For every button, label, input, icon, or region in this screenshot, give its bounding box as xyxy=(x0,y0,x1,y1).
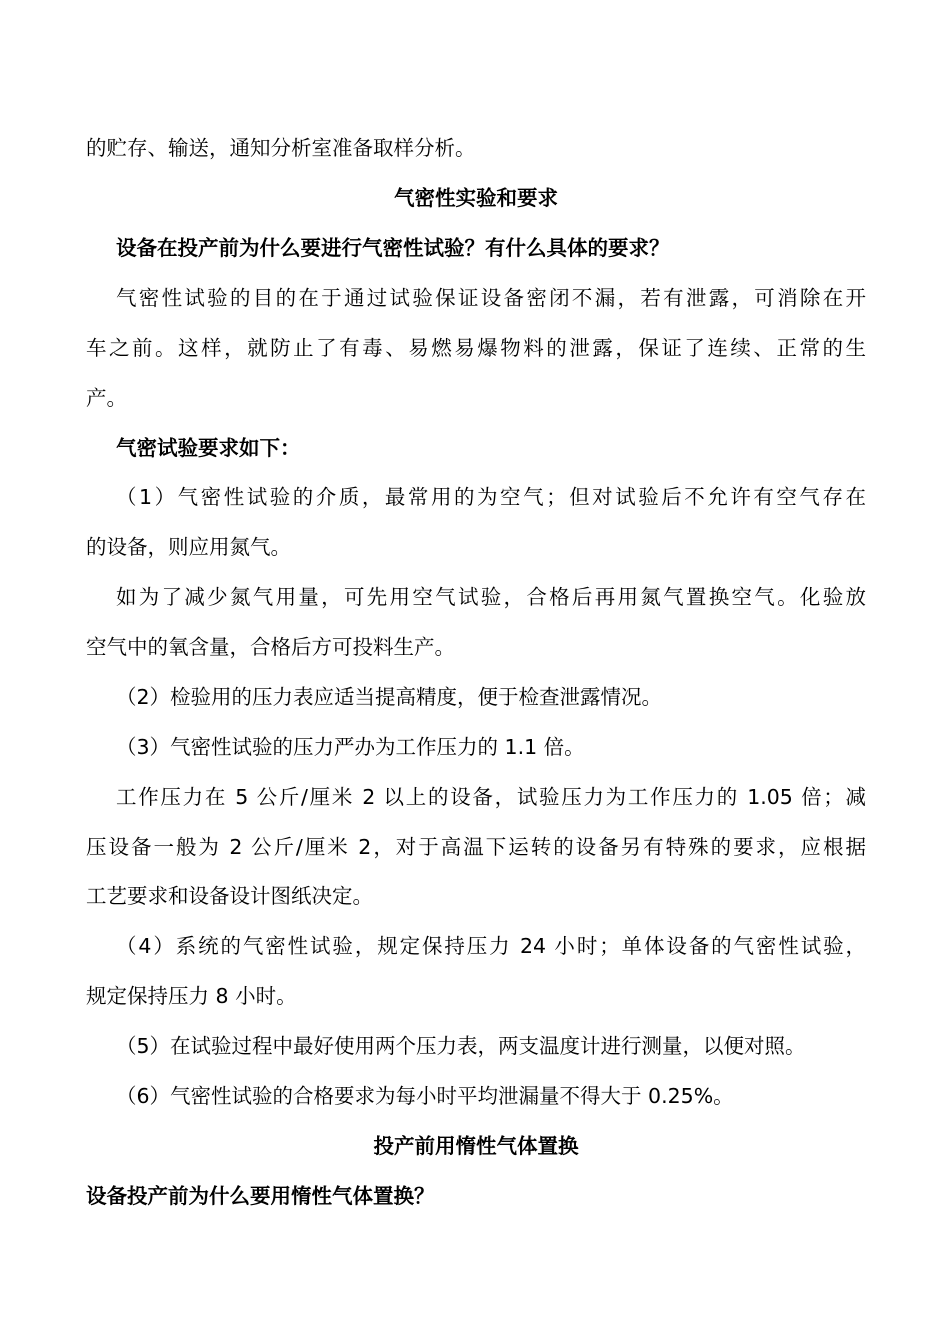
section-heading-inert-gas: 投产前用惰性气体置换 xyxy=(373,1134,579,1158)
nitrogen-note-line-2: 空气中的氧含量，合格后方可投料生产。 xyxy=(86,635,455,659)
pressure-note-line-2: 压设备一般为 2 公斤/厘米 2，对于高温下运转的设备另有特殊的要求，应根据 xyxy=(86,835,866,859)
pressure-note-line-3: 工艺要求和设备设计图纸决定。 xyxy=(86,884,373,908)
requirement-4-line-1: （4）系统的气密性试验，规定保持压力 24 小时；单体设备的气密性试验， xyxy=(116,934,866,958)
requirements-heading: 气密试验要求如下： xyxy=(116,436,301,460)
paragraph-purpose-line-1: 气密性试验的目的在于通过试验保证设备密闭不漏，若有泄露，可消除在开 xyxy=(116,286,866,310)
requirement-1-line-1: （1）气密性试验的介质，最常用的为空气；但对试验后不允许有空气存在 xyxy=(116,485,866,509)
pressure-note-line-1: 工作压力在 5 公斤/厘米 2 以上的设备，试验压力为工作压力的 1.05 倍；减 xyxy=(116,785,866,809)
requirement-4-line-2: 规定保持压力 8 小时。 xyxy=(86,984,297,1008)
requirement-3: （3）气密性试验的压力严办为工作压力的 1.1 倍。 xyxy=(116,735,585,759)
section-heading-airtightness: 气密性实验和要求 xyxy=(394,186,558,210)
requirement-1-line-2: 的设备，则应用氮气。 xyxy=(86,535,291,559)
paragraph-purpose-line-3: 产。 xyxy=(86,386,127,410)
nitrogen-note-line-1: 如为了减少氮气用量，可先用空气试验，合格后再用氮气置换空气。化验放 xyxy=(116,585,866,609)
requirement-5: （5）在试验过程中最好使用两个压力表，两支温度计进行测量，以便对照。 xyxy=(116,1034,806,1058)
paragraph-purpose-line-2: 车之前。这样，就防止了有毒、易燃易爆物料的泄露，保证了连续、正常的生 xyxy=(86,336,866,360)
question-inert-gas-replacement: 设备投产前为什么要用惰性气体置换？ xyxy=(86,1184,435,1208)
requirement-6: （6）气密性试验的合格要求为每小时平均泄漏量不得大于 0.25%。 xyxy=(116,1084,734,1108)
requirement-2: （2）检验用的压力表应适当提高精度，便于检查泄露情况。 xyxy=(116,685,663,709)
question-airtightness-test: 设备在投产前为什么要进行气密性试验？有什么具体的要求？ xyxy=(116,236,670,260)
text-line-storage-transport: 的贮存、输送，通知分析室准备取样分析。 xyxy=(86,136,476,160)
